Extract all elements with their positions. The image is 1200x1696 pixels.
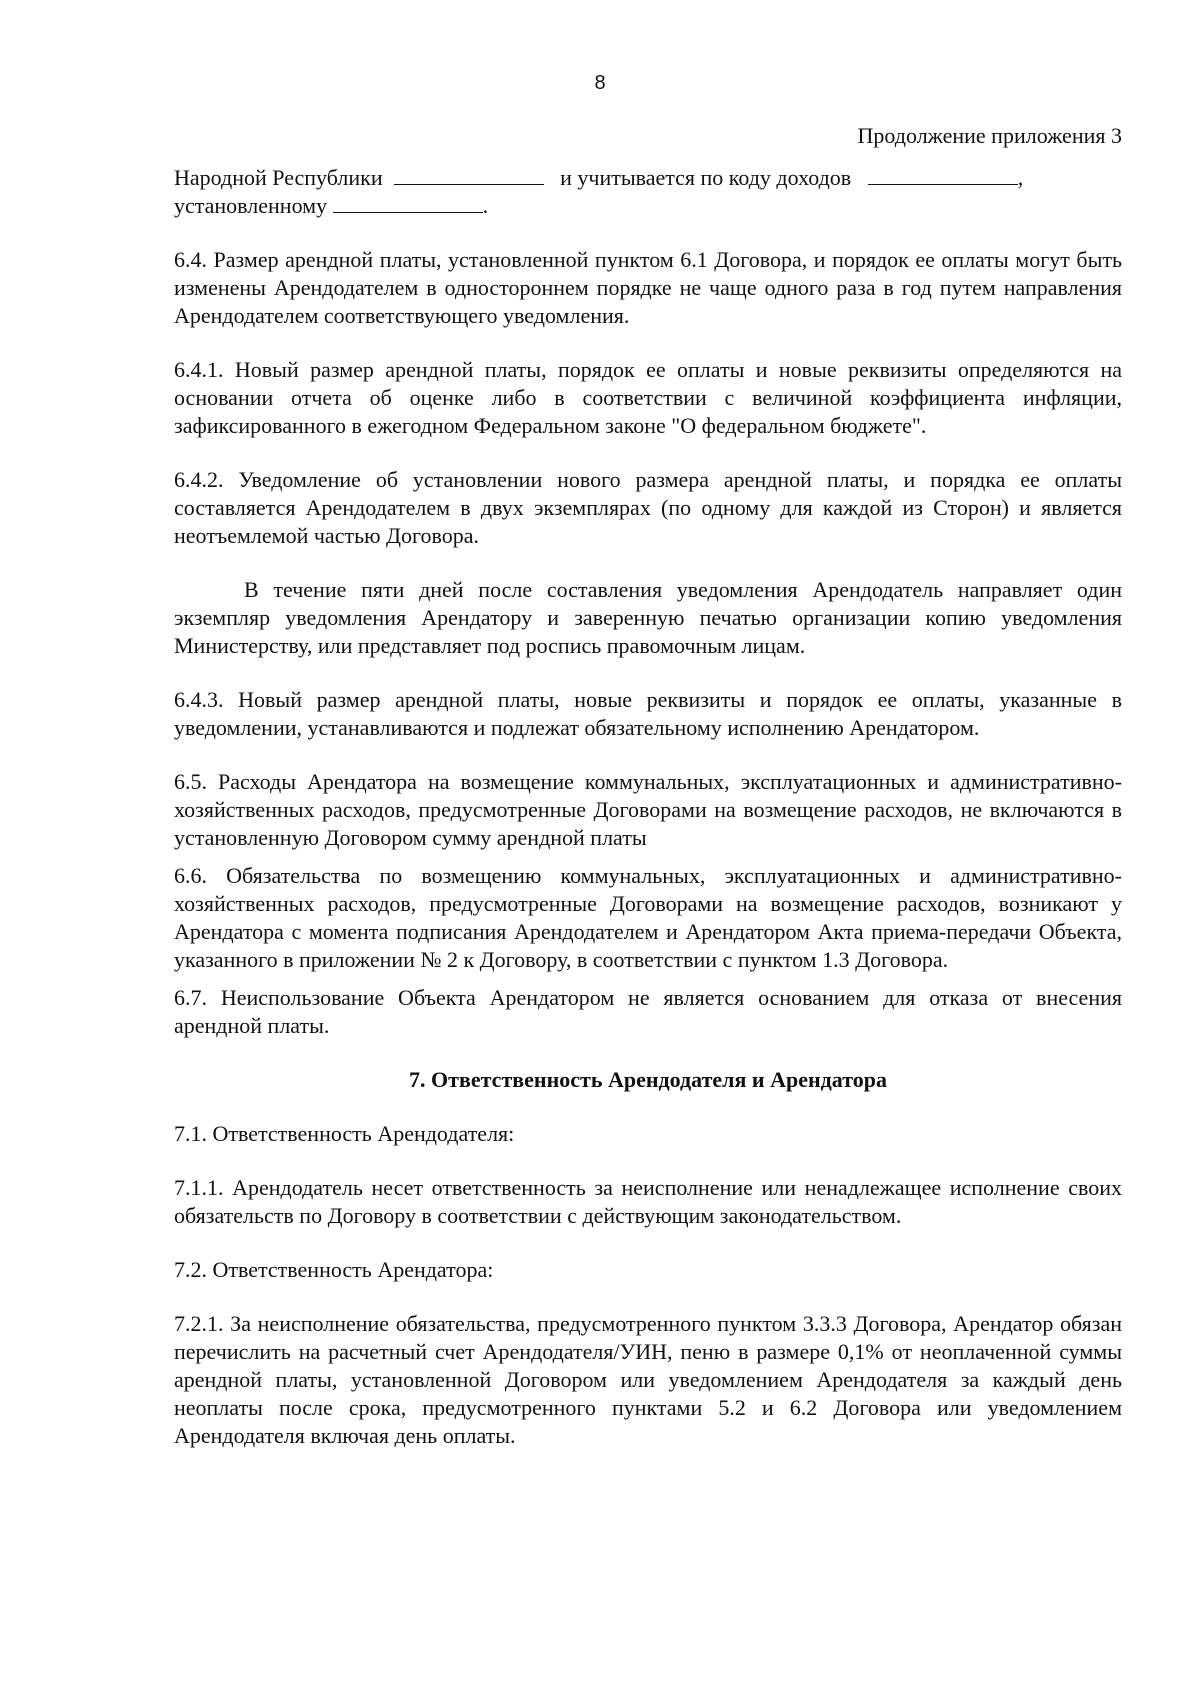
- blank-field-established: [333, 192, 483, 213]
- paragraph-7-1-1: 7.1.1. Арендодатель несет ответственность за неисполнение или ненадлежащее исполнение своих обязательств по Договору в соответствии с действующим законодательством.: [174, 1175, 1122, 1228]
- intro-text-3: ,: [1017, 165, 1024, 190]
- intro-text-2: и учитывается по коду доходов: [560, 165, 852, 190]
- paragraph-6-5: 6.5. Расходы Арендатора на возмещение коммунальных, эксплуатационных и административно-хозяйственных расходов, предусмотренные Договорами на возмещение расходов, не включаются в установленную Договором сумму арендной платы: [174, 769, 1122, 850]
- blank-field-region: [394, 164, 544, 185]
- intro-text-1: Народной Республики: [174, 165, 383, 190]
- paragraph-6-4-1: 6.4.1. Новый размер арендной платы, порядок ее оплаты и новые реквизиты определяются на основании отчета об оценке либо в соответствии с величиной коэффициента инфляции, зафиксированного в ежегодном Федеральном законе "О федеральном бюджете".: [174, 357, 1122, 438]
- intro-text-4: установленному: [174, 193, 328, 218]
- continuation-label: Продолжение приложения 3: [857, 123, 1122, 148]
- paragraph-6-7: 6.7. Неиспользование Объекта Арендатором не является основанием для отказа от внесения арендной платы.: [174, 985, 1122, 1038]
- paragraph-6-4-2: 6.4.2. Уведомление об установлении нового размера арендной платы, и порядка ее оплаты составляется Арендодателем в двух экземплярах (по одному для каждой из Сторон) и является неотъемлемой частью Договора.: [174, 467, 1122, 548]
- paragraph-7-2: 7.2. Ответственность Арендатора:: [174, 1257, 494, 1282]
- paragraph-6-6: 6.6. Обязательства по возмещению коммунальных, эксплуатационных и административно-хозяйственных расходов, предусмотренные Договорами на возмещение расходов, возникают у Арендатора с момента подписания Арендодателем и Арендатором Акта приема-передачи Объекта, указанного в приложении № 2 к Договору, в соответствии с пунктом 1.3 Договора.: [174, 863, 1122, 972]
- paragraph-6-4-3: 6.4.3. Новый размер арендной платы, новые реквизиты и порядок ее оплаты, указанные в уведомлении, устанавливаются и подлежат обязательному исполнению Арендатором.: [174, 687, 1122, 740]
- intro-paragraph: [174, 164, 1122, 220]
- intro-text-5: .: [482, 193, 489, 218]
- paragraph-7-1: 7.1. Ответственность Арендодателя:: [174, 1121, 515, 1146]
- section-7-heading: 7. Ответственность Арендодателя и Арендатора: [409, 1067, 887, 1092]
- blank-field-income-code: [868, 164, 1018, 185]
- document-body: [174, 122, 1122, 1450]
- paragraph-6-4-2-notice: В течение пяти дней после составления уведомления Арендодатель направляет один экземпляр уведомления Арендатору и заверенную печатью организации копию уведомления Министерству, или представляет под роспись правомочным лицам.: [174, 577, 1122, 658]
- paragraph-6-4: 6.4. Размер арендной платы, установленной пунктом 6.1 Договора, и порядок ее оплаты могут быть изменены Арендодателем в одностороннем порядке не чаще одного раза в год путем направления Арендодателем соответствующего уведомления.: [174, 247, 1122, 328]
- page-number: 8: [594, 72, 606, 94]
- paragraph-7-2-1: 7.2.1. За неисполнение обязательства, предусмотренного пунктом 3.3.3 Договора, Арендатор обязан перечислить на расчетный счет Арендодателя/УИН, пеню в размере 0,1% от неоплаченной суммы арендной платы, установленной Договором или уведомлением Арендодателя за каждый день неоплаты после срока, предусмотренного пунктами 5.2 и 6.2 Договора или уведомлением Арендодателя включая день оплаты.: [174, 1311, 1122, 1448]
